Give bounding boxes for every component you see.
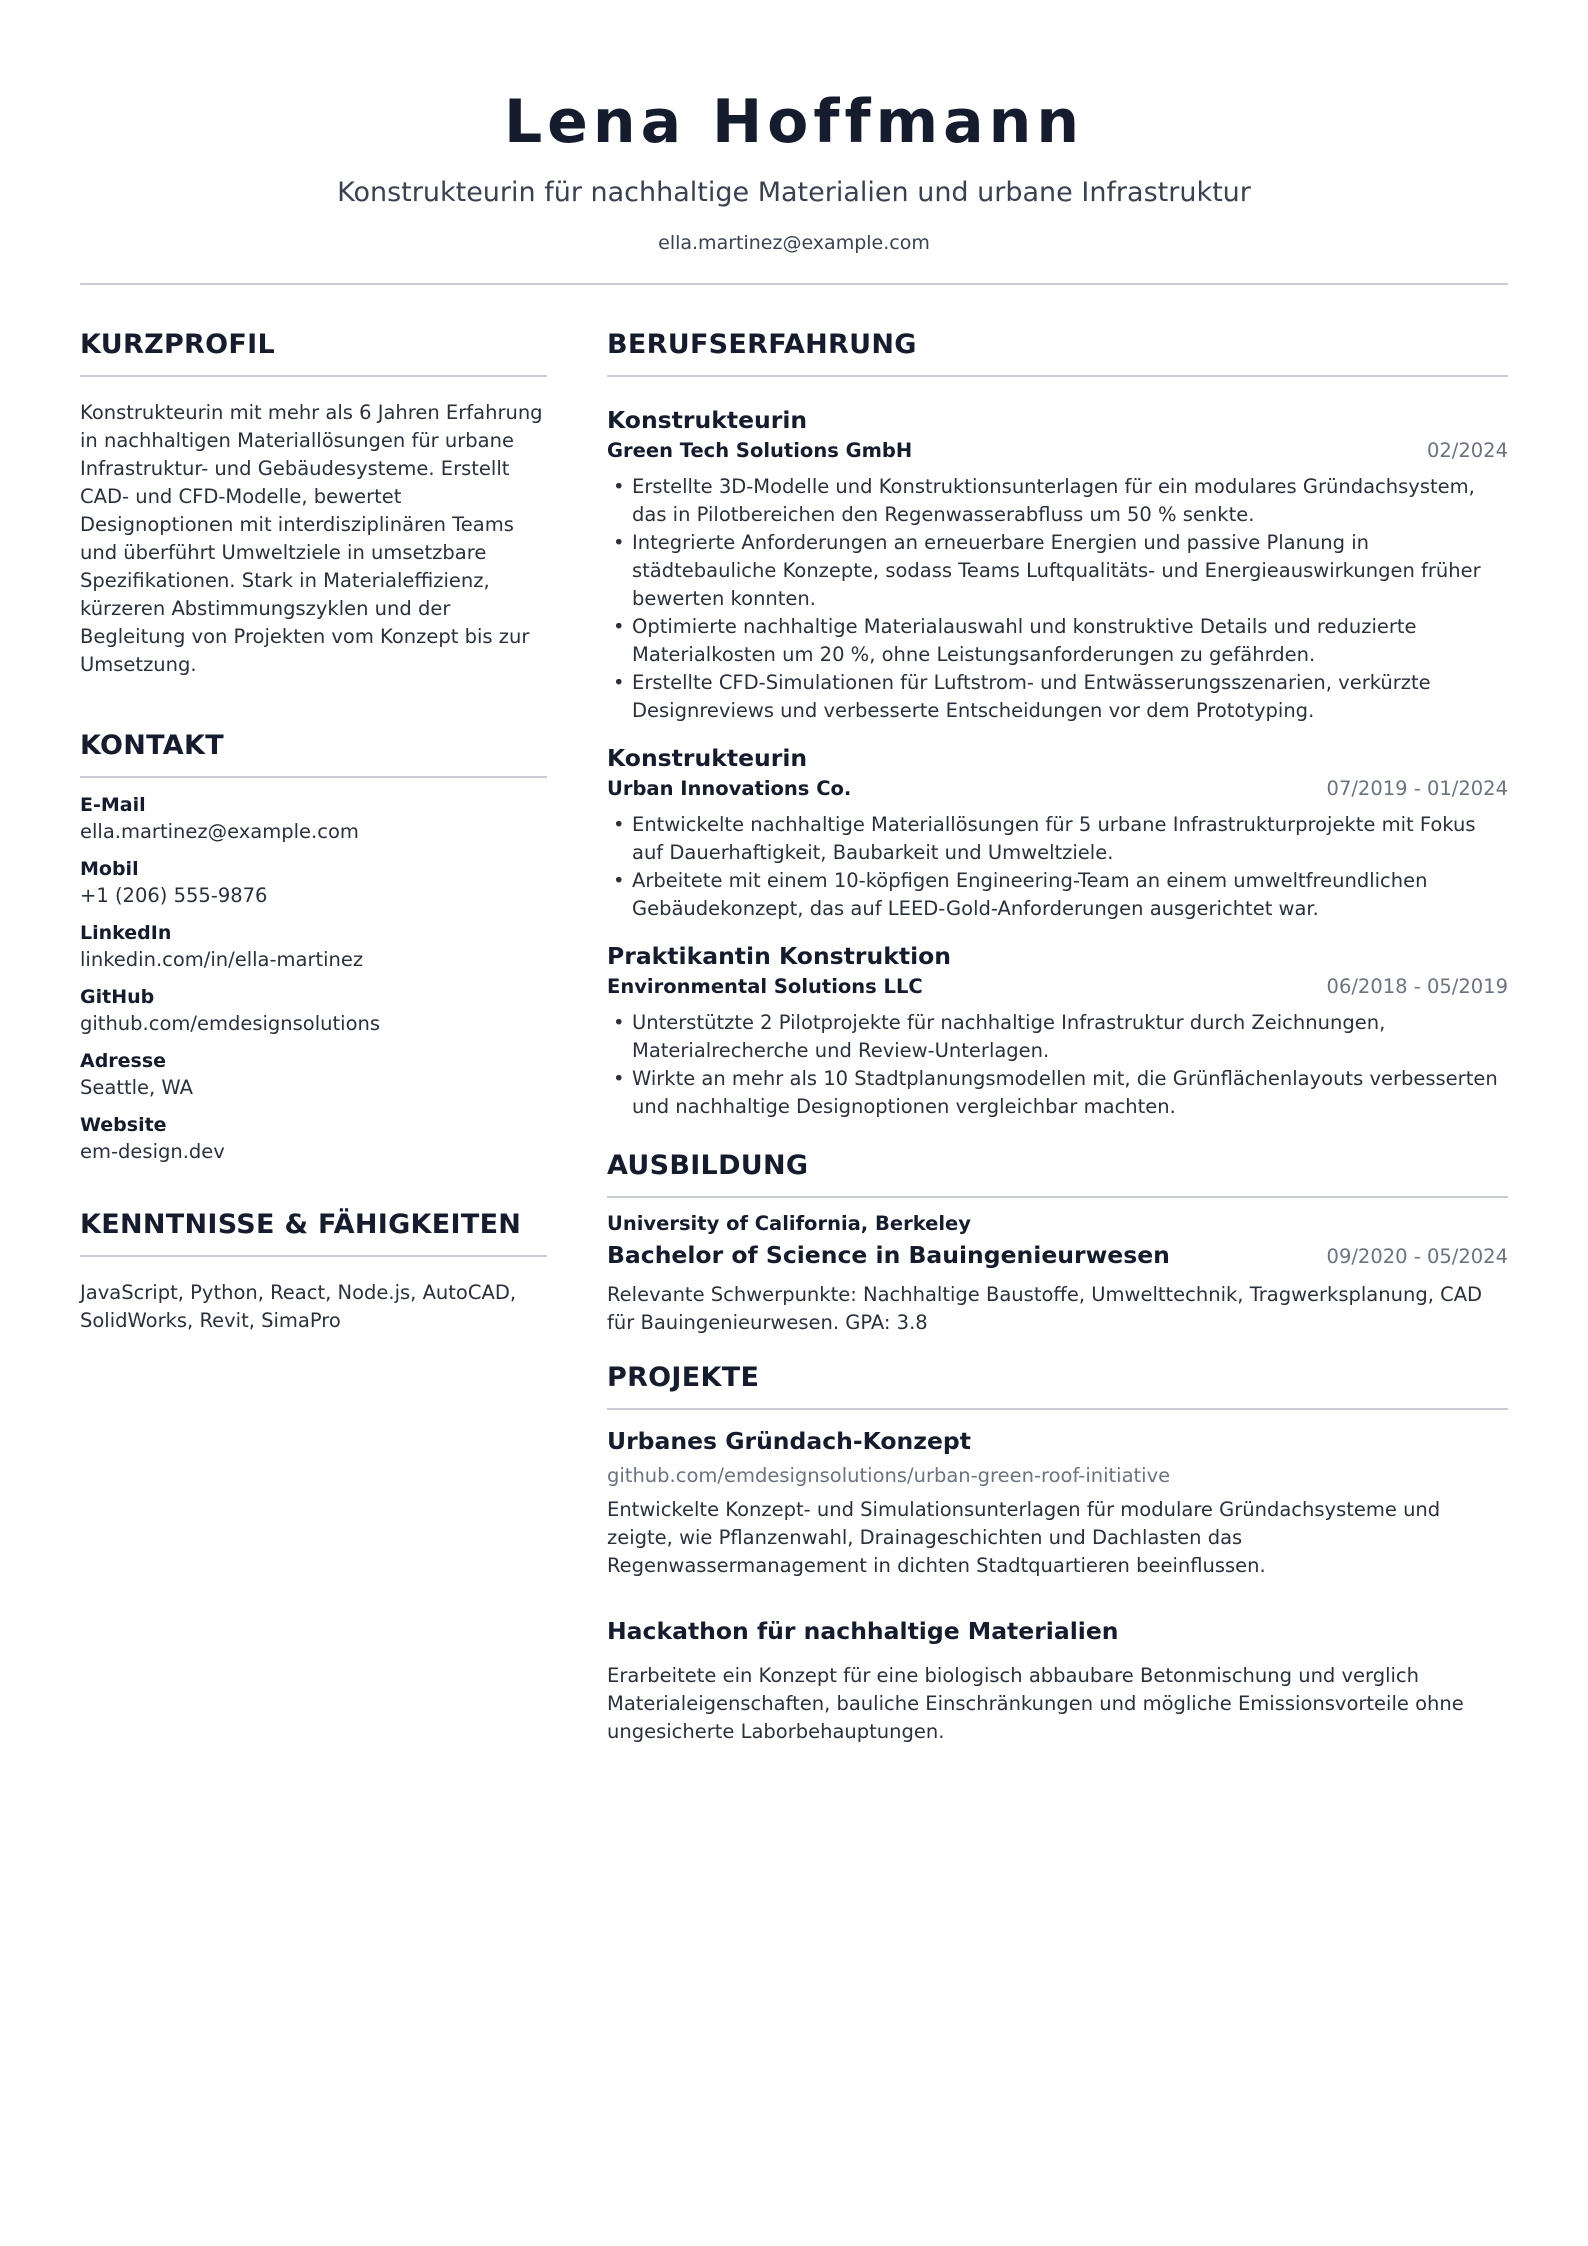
header-email[interactable]: ella.martinez@example.com — [658, 232, 930, 254]
contact-label: E-Mail — [80, 794, 146, 816]
skills-text: JavaScript, Python, React, Node.js, AutoCAD, SolidWorks, Revit, SimaPro — [80, 1281, 517, 1332]
bullet-text: Wirkte an mehr als 10 Stadtplanungsmodellen mit, die Grünflächenlayouts verbesserten und nachhaltige Designoptionen vergleichbar machten. — [632, 1067, 1498, 1118]
job-title: Konstrukteurin — [607, 406, 808, 434]
job-bullets — [607, 473, 1508, 725]
job-title: Praktikantin Konstruktion — [607, 942, 952, 970]
header-divider — [80, 283, 1508, 285]
contact-label: Mobil — [80, 858, 139, 880]
contact-item-address — [80, 1048, 547, 1102]
bullet-dot-icon: • — [613, 531, 625, 554]
job-bullets — [607, 811, 1508, 923]
skills-title: KENNTNISSE & FÄHIGKEITEN — [80, 1208, 547, 1257]
education-school: University of California, Berkeley — [607, 1212, 971, 1235]
skills-section — [80, 1208, 547, 1335]
job-date: 07/2019 - 01/2024 — [1326, 777, 1508, 800]
left-column — [80, 328, 547, 1335]
job-bullet — [607, 1009, 1508, 1065]
education-section — [607, 1149, 1508, 1337]
contact-value-email[interactable]: ella.martinez@example.com — [80, 820, 359, 843]
bullet-dot-icon: • — [613, 1011, 625, 1034]
education-degree: Bachelor of Science in Bauingenieurwesen — [607, 1241, 1170, 1269]
bullet-text: Integrierte Anforderungen an erneuerbare Energien und passive Planung in städtebauliche Konzepte, sodass Teams Luftqualitäts- und Energieauswirkungen früher bewerten konnten. — [632, 531, 1481, 610]
project-link[interactable]: github.com/emdesignsolutions/urban-green-roof-initiative — [607, 1464, 1171, 1487]
contact-value-website[interactable]: em-design.dev — [80, 1140, 225, 1163]
experience-section — [607, 328, 1508, 1121]
job-bullet — [607, 613, 1508, 669]
contact-item-linkedin — [80, 920, 547, 974]
job-company: Green Tech Solutions GmbH — [607, 439, 913, 462]
job-entry — [607, 743, 1508, 923]
experience-title: BERUFSERFAHRUNG — [607, 328, 1508, 377]
contact-item-website — [80, 1112, 547, 1166]
contact-label: LinkedIn — [80, 922, 172, 944]
contact-label: Adresse — [80, 1050, 167, 1072]
job-bullet — [607, 1065, 1508, 1121]
resume-header — [80, 0, 1508, 256]
education-title: AUSBILDUNG — [607, 1149, 1508, 1198]
job-company: Urban Innovations Co. — [607, 777, 852, 800]
projects-section — [607, 1361, 1508, 1746]
job-meta — [607, 437, 1508, 465]
bullet-text: Arbeitete mit einem 10-köpfigen Engineering-Team an einem umweltfreundlichen Gebäudekonzept, das auf LEED-Gold-Anforderungen ausgerichtet war. — [632, 869, 1428, 920]
bullet-dot-icon: • — [613, 869, 625, 892]
contact-value-address: Seattle, WA — [80, 1076, 193, 1099]
bullet-dot-icon: • — [613, 1067, 625, 1090]
job-bullet — [607, 669, 1508, 725]
job-bullet — [607, 473, 1508, 529]
job-bullet — [607, 529, 1508, 613]
job-meta — [607, 973, 1508, 1001]
person-name: Lena Hoffmann — [503, 87, 1085, 157]
education-details: Relevante Schwerpunkte: Nachhaltige Baustoffe, Umwelttechnik, Tragwerksplanung, CAD für Bauingenieurwesen. GPA: 3.8 — [607, 1283, 1483, 1334]
profile-text: Konstrukteurin mit mehr als 6 Jahren Erfahrung in nachhaltigen Materiallösungen für urbane Infrastruktur- und Gebäudesysteme. Erstellt CAD- und CFD-Modelle, bewertet Designoptionen mit interdisziplinären Teams und überführt Umweltziele in umsetzbare Spezifikationen. Stark in Materialeffizienz, kürzeren Abstimmungszyklen und der Begleitung von Projekten vom Konzept bis zur Umsetzung. — [80, 401, 543, 676]
bullet-text: Erstellte CFD-Simulationen für Luftstrom- und Entwässerungsszenarien, verkürzte Designreviews und verbesserte Entscheidungen vor dem Prototyping. — [632, 671, 1431, 722]
contact-item-mobile — [80, 856, 547, 910]
right-column — [607, 328, 1508, 1776]
contact-value-linkedin[interactable]: linkedin.com/in/ella-martinez — [80, 948, 364, 971]
contact-item-email — [80, 792, 547, 846]
bullet-dot-icon: • — [613, 671, 625, 694]
job-entry — [607, 405, 1508, 725]
contact-section — [80, 729, 547, 1166]
project-entry — [607, 1616, 1508, 1746]
job-bullet — [607, 811, 1508, 867]
job-meta — [607, 775, 1508, 803]
job-date: 02/2024 — [1426, 439, 1508, 462]
project-entry — [607, 1426, 1508, 1580]
contact-title: KONTAKT — [80, 729, 547, 778]
project-description: Entwickelte Konzept- und Simulationsunterlagen für modulare Gründachsysteme und zeigte, wie Pflanzenwahl, Drainageschichten und Dachlasten das Regenwassermanagement in dichten Stadtquartieren beeinflussen. — [607, 1498, 1441, 1577]
bullet-dot-icon: • — [613, 475, 625, 498]
bullet-text: Entwickelte nachhaltige Materiallösungen für 5 urbane Infrastrukturprojekte mit Fokus auf Dauerhaftigkeit, Baubarkeit und Umweltziele. — [632, 813, 1476, 864]
job-title: Konstrukteurin — [607, 744, 808, 772]
projects-title: PROJEKTE — [607, 1361, 1508, 1410]
bullet-text: Erstellte 3D-Modelle und Konstruktionsunterlagen für ein modulares Gründachsystem, das in Pilotbereichen den Regenwasserabfluss um 50 % senkte. — [632, 475, 1475, 526]
contact-value-mobile[interactable]: +1 (206) 555-9876 — [80, 884, 268, 907]
project-title: Urbanes Gründach-Konzept — [607, 1427, 971, 1455]
contact-label: GitHub — [80, 986, 155, 1008]
job-subtitle: Konstrukteurin für nachhaltige Materialien und urbane Infrastruktur — [337, 177, 1251, 208]
bullet-dot-icon: • — [613, 813, 625, 836]
job-date: 06/2018 - 05/2019 — [1326, 975, 1508, 998]
contact-item-github — [80, 984, 547, 1038]
education-date: 09/2020 - 05/2024 — [1326, 1245, 1508, 1268]
job-bullets — [607, 1009, 1508, 1121]
contact-value-github[interactable]: github.com/emdesignsolutions — [80, 1012, 381, 1035]
profile-section — [80, 328, 547, 679]
job-company: Environmental Solutions LLC — [607, 975, 923, 998]
education-meta — [607, 1240, 1508, 1271]
job-bullet — [607, 867, 1508, 923]
bullet-dot-icon: • — [613, 615, 625, 638]
bullet-text: Unterstützte 2 Pilotprojekte für nachhaltige Infrastruktur durch Zeichnungen, Materialrecherche und Review-Unterlagen. — [632, 1011, 1386, 1062]
contact-label: Website — [80, 1114, 167, 1136]
bullet-text: Optimierte nachhaltige Materialauswahl und konstruktive Details und reduzierte Materialkosten um 20 %, ohne Leistungsanforderungen zu gefährden. — [632, 615, 1417, 666]
profile-title: KURZPROFIL — [80, 328, 547, 377]
project-title: Hackathon für nachhaltige Materialien — [607, 1617, 1119, 1645]
project-description: Erarbeitete ein Konzept für eine biologisch abbaubare Betonmischung und verglich Materialeigenschaften, bauliche Einschränkungen und mögliche Emissionsvorteile ohne ungesicherte Laborbehauptungen. — [607, 1664, 1464, 1743]
job-entry — [607, 941, 1508, 1121]
